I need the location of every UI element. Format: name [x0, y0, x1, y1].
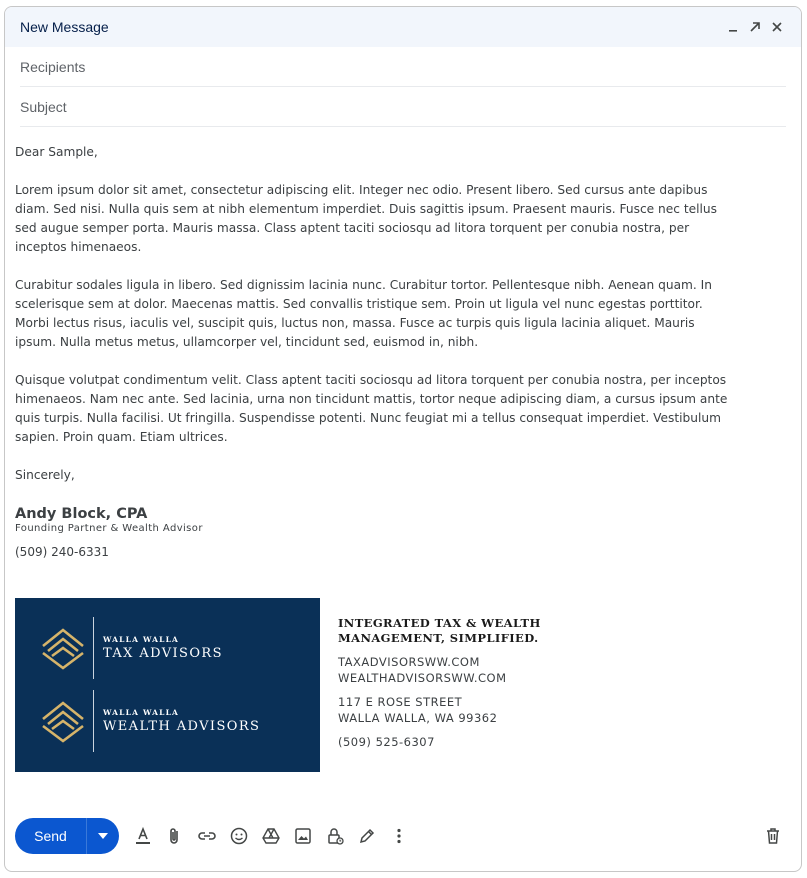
brand-small-label: WALLA WALLA: [103, 635, 180, 644]
caret-down-icon: [98, 833, 108, 839]
website-link-2[interactable]: WEALTHADVISORSWW.COM: [338, 671, 507, 685]
paragraph-1: Lorem ipsum dolor sit amet, consectetur adipiscing elit. Integer nec odio. Present libero. Sed cursus ante dapibus diam. Sed nisi. Nulla quis sem at nibh elementum imperdiet. Duis sagittis ipsum. Praesent mauris. Fusce nec tellus sed augue semper porta. Mauris massa. Class aptent taciti sociosqu ad litora torquent per conubia nostra, per inceptos himenaeos.: [15, 183, 717, 254]
brand-big-label: TAX ADVISORS: [103, 646, 223, 661]
discard-draft-icon[interactable]: [761, 824, 785, 848]
chevron-logo-icon: [39, 626, 87, 670]
signature-pen-icon[interactable]: [355, 824, 379, 848]
tagline-line-1: INTEGRATED TAX & WEALTH: [338, 616, 541, 630]
confidential-mode-icon[interactable]: [323, 824, 347, 848]
paragraph-3: Quisque volutpat condimentum velit. Class aptent taciti sociosqu ad litora torquent per conubia nostra, per inceptos himenaeos. Nam nec ante. Sed lacinia, urna non tincidunt mattis, tortor neque adipiscing diam, a cursus ipsum ante quis turpis. Nulla facilisi. Ut fringilla. Suspendisse potenti. Nunc feugiat mi a tellus consequat imperdiet. Vestibulum sapien. Proin quam. Etiam ultrices.: [15, 373, 728, 444]
window-controls: [724, 18, 786, 36]
greeting: Dear Sample,: [15, 145, 98, 159]
minimize-icon[interactable]: [724, 18, 742, 36]
recipients-input[interactable]: [20, 59, 786, 75]
window-title: New Message: [20, 19, 109, 35]
expand-icon[interactable]: [746, 18, 764, 36]
signature-title: Founding Partner & Wealth Advisor: [15, 523, 203, 534]
text-format-icon[interactable]: [131, 824, 155, 848]
compose-toolbar: [15, 818, 785, 854]
emoji-icon[interactable]: [227, 824, 251, 848]
address-line-1: 117 E ROSE STREET: [338, 695, 463, 709]
drive-icon[interactable]: [259, 824, 283, 848]
send-button-group: [15, 818, 119, 854]
website-link-1[interactable]: TAXADVISORSWW.COM: [338, 655, 480, 669]
subject-input[interactable]: [20, 99, 786, 115]
send-button[interactable]: Send: [15, 818, 87, 854]
signature-contact-block: [338, 616, 578, 750]
divider: [93, 617, 94, 679]
insert-photo-icon[interactable]: [291, 824, 315, 848]
brand-small-label: WALLA WALLA: [103, 708, 180, 717]
send-options-button[interactable]: [87, 818, 119, 854]
divider: [93, 690, 94, 752]
more-options-icon[interactable]: [387, 824, 411, 848]
close-icon[interactable]: [768, 18, 786, 36]
address-line-2: WALLA WALLA, WA 99362: [338, 711, 498, 725]
recipients-field: [20, 47, 786, 87]
subject-field: [20, 87, 786, 127]
formatting-tools: [131, 824, 411, 848]
brand-wealth-advisors: [39, 690, 260, 752]
brand-big-label: WEALTH ADVISORS: [103, 719, 261, 734]
signature-name: Andy Block, CPA: [15, 506, 148, 522]
paragraph-2: Curabitur sodales ligula in libero. Sed dignissim lacinia nunc. Curabitur tortor. Pellentesque nibh. Aenean quam. In scelerisque sem at dolor. Maecenas mattis. Sed convallis tristique sem. Proin ut ligula vel nunc egestas porttitor. Morbi lectus risus, iaculis vel, suscipit quis, luctus non, massa. Fusce ac turpis quis ligula lacinia aliquet. Mauris ipsum. Nulla metus metus, ullamcorper vel, tincidunt sed, euismod in, nibh.: [15, 278, 712, 349]
signature-phone: (509) 240-6331: [15, 545, 109, 559]
compose-titlebar[interactable]: [5, 7, 801, 47]
insert-link-icon[interactable]: [195, 824, 219, 848]
message-body[interactable]: [15, 143, 737, 562]
office-phone: (509) 525-6307: [338, 735, 435, 749]
brand-tax-advisors: [39, 617, 223, 679]
chevron-logo-icon: [39, 699, 87, 743]
tagline-line-2: MANAGEMENT, SIMPLIFIED.: [338, 631, 539, 645]
attach-file-icon[interactable]: [163, 824, 187, 848]
signature-banner: [15, 598, 320, 772]
closing: Sincerely,: [15, 468, 75, 482]
